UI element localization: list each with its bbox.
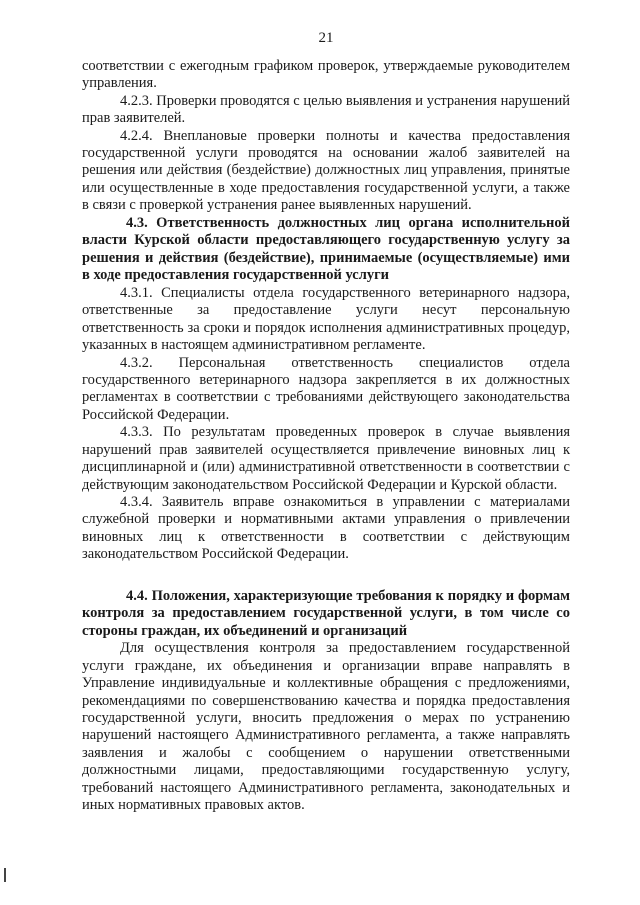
document-page (82, 30, 570, 814)
paragraph-4-4-body: Для осуществления контроля за предоставлением государственной услуги граждане, их объединения и организации вправе направлять в Управление индивидуальные и коллективные обращения с предложениями, рекомендациями по совершенствованию качества и порядка предоставления государственной услуги, вносить предложения о мерах по устранению нарушений настоящего Административного регламента, а также направлять заявления и жалобы с сообщением о нарушении ответственными должностными лицами, предоставляющими государственную услугу, требований настоящего Административного регламента, законодательных и иных нормативных правовых актов. (82, 640, 570, 813)
paragraph-4-2-4: 4.2.4. Внеплановые проверки полноты и качества предоставления государственной услуги проводятся на основании жалоб заявителей на решения или действия (бездействие) должностных лиц управления, принятые или осуществленные в ходе предоставления государственной услуги, а также в связи с проверкой устранения ранее выявленных нарушений. (82, 127, 570, 214)
page-number: 21 (318, 30, 334, 46)
scan-artifact-mark (4, 868, 6, 882)
paragraph-4-3-3: 4.3.3. По результатам проведенных проверок в случае выявления нарушений прав заявителей осуществляется привлечение виновных лиц к дисциплинарной и (или) административной ответственности в соответствии с действующим законодательством Российской Федерации и Курской области. (82, 424, 570, 493)
paragraph-4-3-1: 4.3.1. Специалисты отдела государственного ветеринарного надзора, ответственные за предоставление услуги несут персональную ответственность за сроки и порядок исполнения административных процедур, указанных в настоящем административном регламенте. (82, 285, 570, 354)
paragraph-4-3-2: 4.3.2. Персональная ответственность специалистов отдела государственного ветеринарного надзора закрепляется в их должностных регламентах в соответствии с требованиями действующего законодательства Российской Федерации. (82, 354, 570, 423)
section-heading-4-4: 4.4. Положения, характеризующие требования к порядку и формам контроля за предоставлением государственной услуги, в том числе со стороны граждан, их объединений и организаций (82, 587, 570, 639)
paragraph-continuation: соответствии с ежегодным графиком проверок, утверждаемые руководителем управления. (82, 58, 570, 92)
paragraph-4-3-4: 4.3.4. Заявитель вправе ознакомиться в управлении с материалами служебной проверки и нормативными актами управления о привлечении виновных лиц к ответственности в соответствии с действующим законодательством Российской Федерации. (82, 493, 570, 563)
section-heading-4-3: 4.3. Ответственность должностных лиц органа исполнительной власти Курской области предоставляющего государственную услугу за решения и действия (бездействие), принимаемые (осуществляемые) ими в ходе предоставления государственной услуги (82, 214, 570, 284)
paragraph-4-2-3: 4.2.3. Проверки проводятся с целью выявления и устранения нарушений прав заявителей. (82, 92, 570, 127)
